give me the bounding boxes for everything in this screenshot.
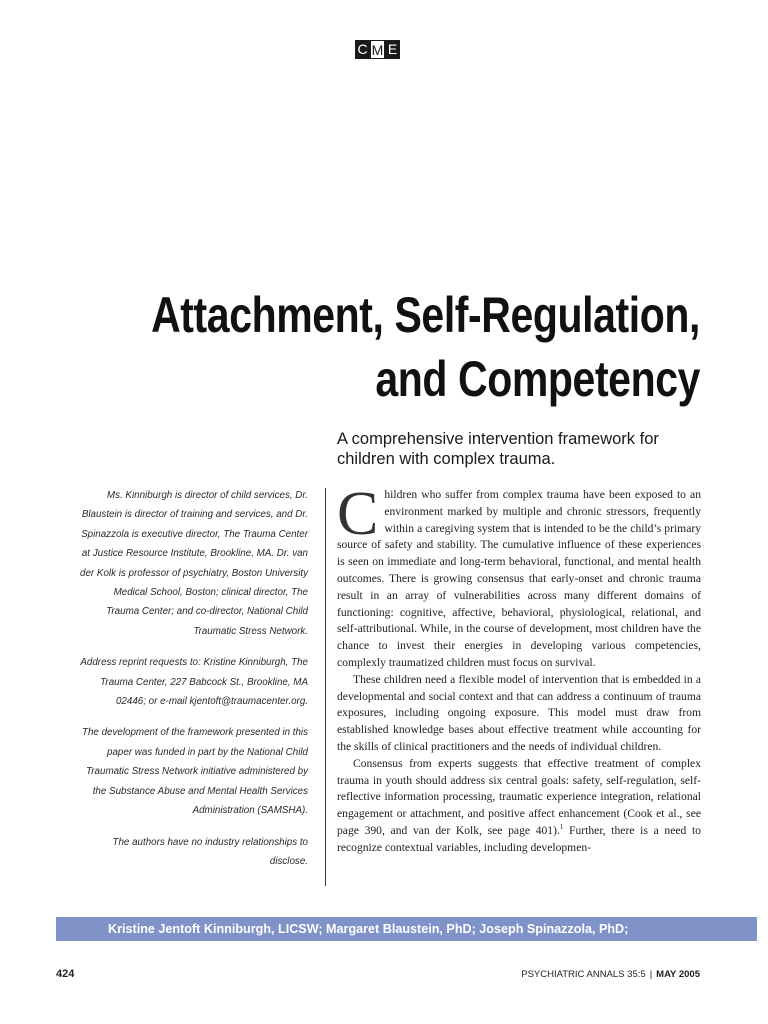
body-paragraph-3 (337, 756, 701, 857)
author-bar: Kristine Jentoft Kinniburgh, LICSW; Margaret Blaustein, PhD; Joseph Spinazzola, PhD; (56, 917, 757, 941)
cme-badge-letter-e: E (385, 40, 400, 59)
journal-name: PSYCHIATRIC ANNALS 35:5 (521, 969, 646, 980)
title-line-2: and Competency (375, 351, 700, 407)
body-paragraph-1-text: hildren who suffer from complex trauma have been exposed to an environment marked by multiple and chronic stressors, frequently within a caregiving system that is intended to be the child’s primary source of safety and stability. The cumulative influence of these experiences is seen on immediate and long-term behavioral, functional, and mental health outcomes. There is growing consensus that early-onset and chronic trauma result in an array of vulnerabilities across many different domains of functioning: cognitive, affective, behavioral, physiological, relational, and self-attributional. While, in the course of development, most children have the chance to invest their energies in developing various competencies, complexly traumatized children must focus on survival. (337, 488, 701, 669)
article-title (126, 283, 700, 411)
article-subtitle (337, 429, 737, 469)
reprint-requests: Address reprint requests to: Kristine Kinniburgh, The Trauma Center, 227 Babcock St., Brookline, MA 02446; or e-mail kjentoft@traumacenter.org. (80, 657, 308, 708)
author-affiliations: Ms. Kinniburgh is director of child services, Dr. Blaustein is director of training and services, and Dr. Spinazzola is executive director, The Trauma Center at Justice Resource Institute, Brookline, MA. Dr. van der Kolk is professor of psychiatry, Boston University Medical School, Boston; clinical director, The Trauma Center; and co-director, National Child Traumatic Stress Network. (80, 490, 308, 637)
disclosure-note: The authors have no industry relationships to disclose. (112, 836, 308, 867)
subtitle-line-2: children with complex trauma. (337, 450, 556, 468)
drop-cap: C (337, 480, 379, 548)
reference-superscript: 1 (559, 823, 564, 832)
cme-badge (355, 40, 400, 59)
author-notes-sidebar (80, 486, 308, 883)
body-paragraph-1 (337, 480, 701, 672)
funding-note: The development of the framework presented in this paper was funded in part by the National Child Traumatic Stress Network initiative administered by the Substance Abuse and Mental Health Services Administration (SAMSHA). (82, 727, 308, 817)
subtitle-line-1: A comprehensive intervention framework for (337, 430, 659, 448)
article-body (337, 480, 701, 857)
title-line-1: Attachment, Self-Regulation, (151, 287, 701, 343)
column-divider (325, 488, 326, 886)
body-paragraph-2: These children need a flexible model of intervention that is embedded in a developmental and social context and that can address a continuum of trauma exposures, including ongoing exposure. This model must draw from established knowledge bases about effective treatment while accounting for the skills of clinical practitioners and the needs of individual children. (337, 672, 701, 753)
body-paragraph-3-tail: Further, there is a need to recognize contextual variables, including developmen- (337, 823, 701, 854)
issue-date: MAY 2005 (656, 969, 700, 980)
cme-badge-letter-c: C (355, 40, 370, 59)
cme-badge-letter-m: M (371, 42, 384, 58)
body-paragraph-3-text: Consensus from experts suggests that effective treatment of complex trauma in youth should address six central goals: safety, self-regulation, self-reflective information processing, traumatic experience integration, relational engagement or attachment, and positive affect enhancement (Cook et al., see page 390, and van der Kolk, see page 401). (337, 756, 701, 837)
page-number: 424 (56, 968, 75, 980)
footer-separator: | (649, 969, 653, 980)
journal-footer (521, 969, 700, 980)
